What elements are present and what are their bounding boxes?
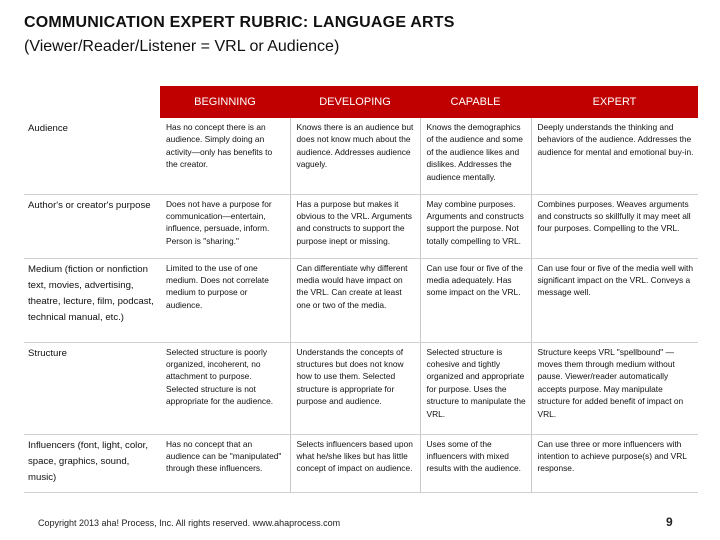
table-row bbox=[24, 434, 698, 492]
table-cell: Deeply understands the thinking and behaviors of the audience. Addresses the audience for mental and emotional buy-in. bbox=[531, 118, 698, 194]
table-cell: Uses some of the influencers with mixed results with the audience. bbox=[420, 434, 531, 492]
row-label-audience: Audience bbox=[24, 118, 160, 194]
table-row bbox=[24, 118, 698, 194]
table-cell: Has no concept there is an audience. Simply doing an activity—only has benefits to the creator. bbox=[160, 118, 290, 194]
table-cell: May combine purposes. Arguments and constructs support the purpose. Not totally compelling to VRL. bbox=[420, 194, 531, 258]
table-cell: Understands the concepts of structures but does not know how to use them. Selected structure is appropriate for purpose and audience. bbox=[290, 342, 420, 434]
table-row bbox=[24, 342, 698, 434]
table-cell: Knows the demographics of the audience and some of the audience likes and dislikes. Addresses the audience mentally. bbox=[420, 118, 531, 194]
table-cell: Can use four or five of the media well with significant impact on the VRL. Conveys a message well. bbox=[531, 258, 698, 342]
table-cell: Has a purpose but makes it obvious to the VRL. Arguments and constructs to support the purpose inept or missing. bbox=[290, 194, 420, 258]
row-label-influencers: Influencers (font, light, color, space, graphics, sound, music) bbox=[24, 434, 160, 492]
table-cell: Limited to the use of one medium. Does not correlate medium to purpose or audience. bbox=[160, 258, 290, 342]
header-blank-cell bbox=[24, 86, 160, 118]
table-cell: Has no concept that an audience can be "manipulated" through these influencers. bbox=[160, 434, 290, 492]
column-header-beginning: BEGINNING bbox=[160, 86, 290, 118]
table-cell: Combines purposes. Weaves arguments and constructs so skillfully it may meet all four purposes. Compelling to the VRL. bbox=[531, 194, 698, 258]
page-subtitle: (Viewer/Reader/Listener = VRL or Audience) bbox=[24, 38, 340, 55]
table-cell: Does not have a purpose for communication—entertain, influence, persuade, inform. Person is "sharing." bbox=[160, 194, 290, 258]
column-header-expert: EXPERT bbox=[531, 86, 698, 118]
table-row bbox=[24, 258, 698, 342]
page-number: 9 bbox=[666, 515, 673, 529]
column-header-developing: DEVELOPING bbox=[290, 86, 420, 118]
table-cell: Structure keeps VRL "spellbound" —moves them through medium without pause. Viewer/reader automatically accepts purpose. May manipulate structure for added benefit of impact on VRL. bbox=[531, 342, 698, 434]
header-row bbox=[24, 86, 698, 118]
table-cell: Can use four or five of the media adequately. Has some impact on the VRL. bbox=[420, 258, 531, 342]
row-label-purpose: Author's or creator's purpose bbox=[24, 194, 160, 258]
table-cell: Knows there is an audience but does not know much about the audience. Addresses audience vaguely. bbox=[290, 118, 420, 194]
table-cell: Selected structure is cohesive and tightly organized and appropriate for purpose. Uses the structure to manipulate the VRL. bbox=[420, 342, 531, 434]
page-title: COMMUNICATION EXPERT RUBRIC: LANGUAGE ARTS bbox=[24, 14, 455, 31]
rubric-table bbox=[24, 86, 698, 493]
table-cell: Can differentiate why different media would have impact on the VRL. Can create at least one or two of the media. bbox=[290, 258, 420, 342]
copyright-footer: Copyright 2013 aha! Process, Inc. All rights reserved. www.ahaprocess.com bbox=[38, 518, 341, 528]
table-cell: Selected structure is poorly organized, incoherent, no attachment to purpose. Selected structure is not appropriate for the audience. bbox=[160, 342, 290, 434]
table-cell: Selects influencers based upon what he/she likes but has little concept of impact on audience. bbox=[290, 434, 420, 492]
table-cell: Can use three or more influencers with intention to achieve purpose(s) and VRL response. bbox=[531, 434, 698, 492]
row-label-medium: Medium (fiction or nonfiction text, movies, advertising, theatre, lecture, film, podcast, technical manual, etc.) bbox=[24, 258, 160, 342]
row-label-structure: Structure bbox=[24, 342, 160, 434]
column-header-capable: CAPABLE bbox=[420, 86, 531, 118]
table-row bbox=[24, 194, 698, 258]
